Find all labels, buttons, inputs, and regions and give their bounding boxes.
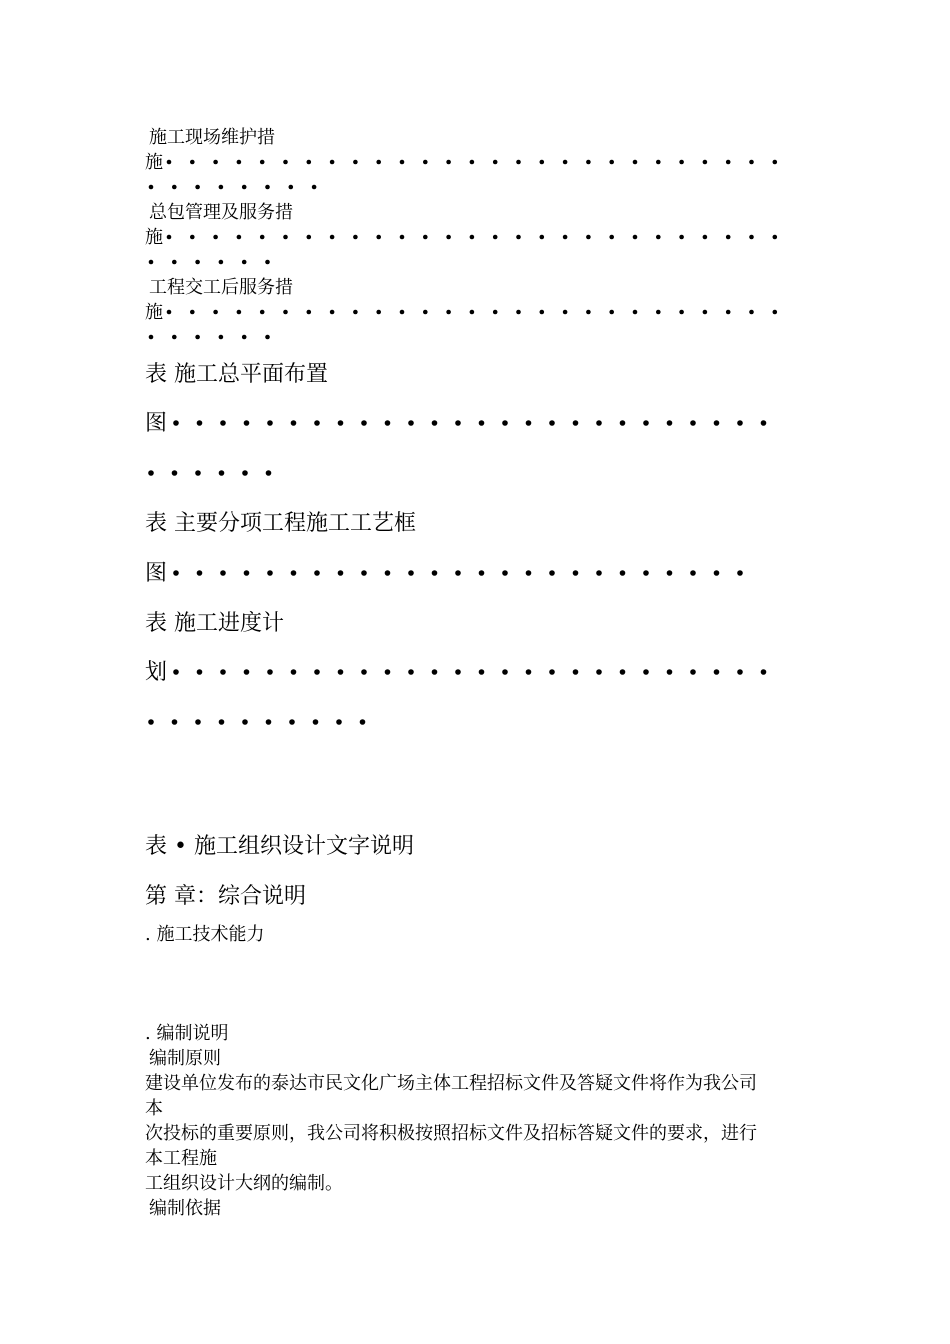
toc-leader-dots [170, 568, 760, 578]
toc-entry-title: 总包管理及服务措 [149, 202, 293, 223]
toc-entry-title: 表 施工进度计 [145, 611, 284, 636]
subheading-basis: 编制依据 [149, 1198, 221, 1219]
toc-entry-tail: 施 [145, 227, 163, 248]
toc-leader-dots [163, 157, 803, 167]
toc-entry-tail: 图 [145, 411, 168, 436]
heading-tech: . 施工技术能力 [145, 924, 265, 945]
body-line: 工组织设计大纲的编制。 [145, 1173, 343, 1194]
toc-leader-dots [170, 667, 800, 677]
toc-entry-tail: 施 [145, 152, 163, 173]
body-line: 本工程施 [145, 1148, 217, 1169]
toc-entry-title: 表 施工总平面布置 [145, 362, 328, 387]
toc-leader-dots [145, 468, 285, 478]
heading-notes: . 编制说明 [145, 1023, 229, 1044]
toc-leader-dots [163, 232, 803, 242]
toc-entry-title: 施工现场维护措 [149, 127, 275, 148]
body-line: 建设单位发布的泰达市民文化广场主体工程招标文件及答疑文件将作为我公司 [145, 1073, 757, 1094]
body-line: 本 [145, 1098, 163, 1119]
section-title: 表 • 施工组织设计文字说明 [145, 834, 414, 859]
toc-entry-title: 工程交工后服务措 [149, 277, 293, 298]
toc-entry-tail: 图 [145, 561, 168, 586]
toc-entry-tail: 划 [145, 660, 168, 685]
subheading-principle: 编制原则 [149, 1048, 221, 1069]
toc-leader-dots [145, 257, 305, 267]
toc-entry-tail: 施 [145, 302, 163, 323]
toc-leader-dots [145, 332, 305, 342]
toc-leader-dots [145, 717, 375, 727]
toc-entry-title: 表 主要分项工程施工工艺框 [145, 511, 416, 536]
toc-leader-dots [163, 307, 803, 317]
chapter-title: 第 章：综合说明 [145, 884, 306, 909]
toc-leader-dots [145, 182, 345, 192]
body-line: 次投标的重要原则，我公司将积极按照招标文件及招标答疑文件的要求，进行 [145, 1123, 757, 1144]
toc-leader-dots [170, 418, 800, 428]
